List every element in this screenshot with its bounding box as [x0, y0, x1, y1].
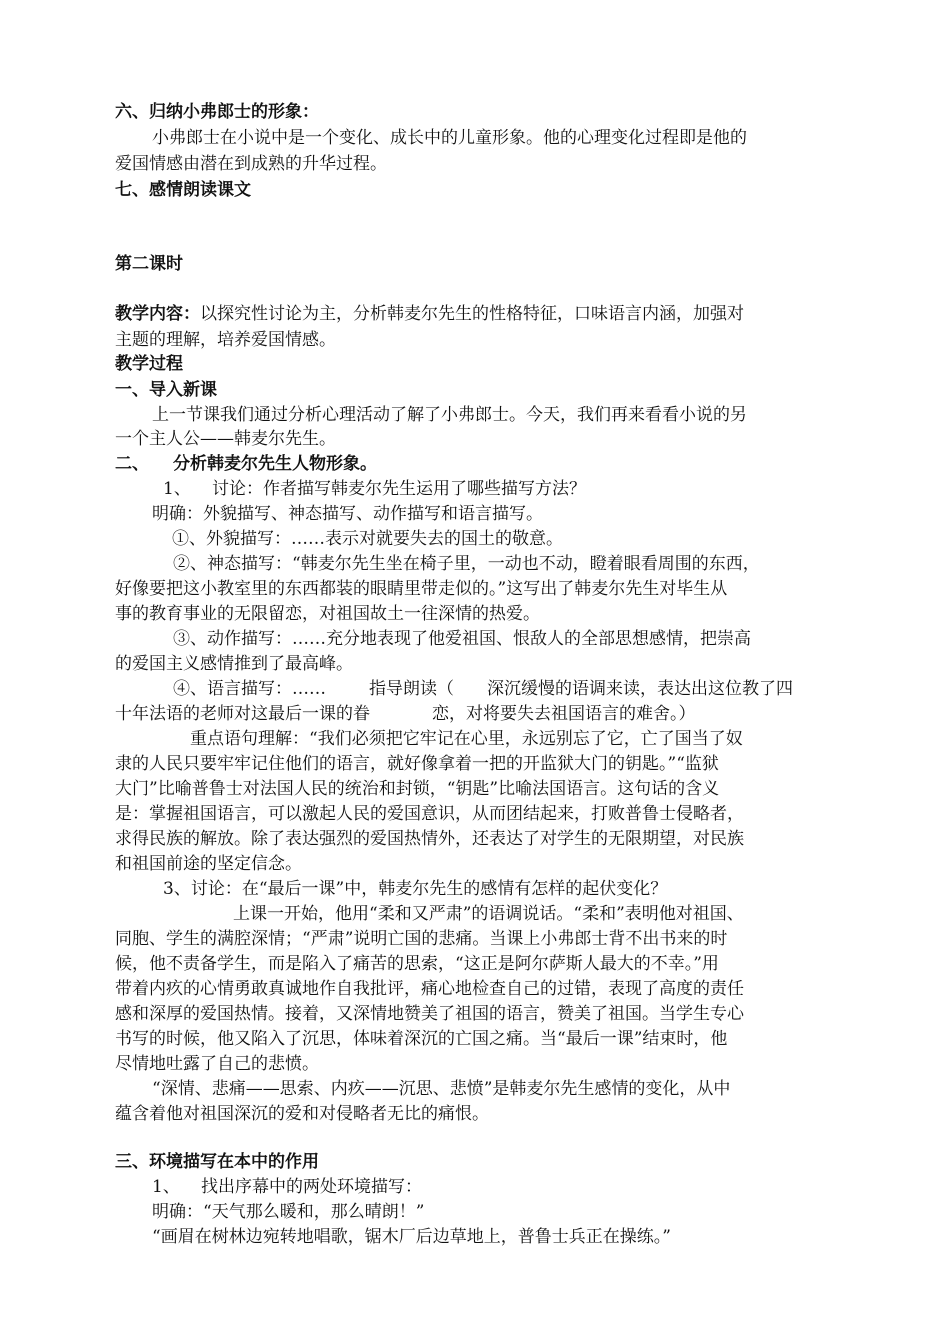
paragraph-line: 书写的时候，他又陷入了沉思，体味着深沉的亡国之痛。当“最后一课”结束时，他 — [115, 1029, 728, 1049]
paragraph-line: 大门”比喻普鲁士对法国人民的统治和封锁，“钥匙”比喻法国语言。这句话的含义 — [115, 779, 720, 799]
paragraph-line: 十年法语的老师对这最后一课的眷 — [115, 704, 370, 724]
paragraph-line: 的爱国主义感情推到了最高峰。 — [115, 654, 353, 674]
paragraph-line: ④、语言描写：…… — [173, 679, 326, 699]
section-heading: 六、归纳小弗郎士的形象： — [115, 102, 319, 122]
section-number: 二、 — [115, 454, 149, 474]
teaching-content-label: 教学内容： — [115, 304, 200, 324]
lesson-title: 第二课时 — [115, 254, 183, 274]
section-heading: 三、环境描写在本中的作用 — [115, 1152, 319, 1172]
paragraph-line: “深情、悲痛——思索、内疚——沉思、悲愤”是韩麦尔先生感情的变化，从中 — [152, 1079, 731, 1099]
paragraph-line: 一个主人公——韩麦尔先生。 — [115, 429, 336, 449]
paragraph-line: 尽情地吐露了自己的悲愤。 — [115, 1054, 319, 1074]
list-item: 找出序幕中的两处环境描写： — [201, 1177, 422, 1197]
paragraph-line: 指导朗读（ — [369, 679, 454, 699]
paragraph-line: 好像要把这小教室里的东西都装的眼睛里带走似的。”这写出了韩麦尔先生对毕生从 — [115, 579, 728, 599]
teaching-content-line — [115, 302, 744, 326]
paragraph-line: “画眉在树林边宛转地唱歌，锯木厂后边草地上，普鲁士兵正在操练。” — [152, 1227, 671, 1247]
paragraph-line: 上一节课我们通过分析心理活动了解了小弗郎士。今天，我们再来看看小说的另 — [152, 405, 747, 425]
paragraph-line: 求得民族的解放。除了表达强烈的爱国热情外，还表达了对学生的无限期望，对民族 — [115, 829, 744, 849]
paragraph-line: 明确：外貌描写、神态描写、动作描写和语言描写。 — [152, 504, 543, 524]
list-number: 1、 — [163, 479, 191, 499]
paragraph-line: 候，他不责备学生，而是陷入了痛苦的思索，“这正是阿尔萨斯人最大的不幸。”用 — [115, 954, 719, 974]
list-item: 讨论：作者描写韩麦尔先生运用了哪些描写方法？ — [212, 479, 586, 499]
paragraph-line: 同胞、学生的满腔深情；“严肃”说明亡国的悲痛。当课上小弗郎士背不出书来的时 — [115, 929, 728, 949]
paragraph-line: ③、动作描写：……充分地表现了他爱祖国、恨敌人的全部思想感情，把崇高 — [173, 629, 751, 649]
paragraph-line: 感和深厚的爱国热情。接着，又深情地赞美了祖国的语言，赞美了祖国。当学生专心 — [115, 1004, 744, 1024]
paragraph-line: 带着内疚的心情勇敢真诚地作自我批评，痛心地检查自己的过错，表现了高度的责任 — [115, 979, 744, 999]
paragraph-line: 蕴含着他对祖国深沉的爱和对侵略者无比的痛恨。 — [115, 1104, 489, 1124]
section-heading: 七、感情朗读课文 — [115, 180, 251, 200]
paragraph-line: 上课一开始，他用“柔和又严肃”的语调说话。“柔和”表明他对祖国、 — [233, 904, 744, 924]
paragraph-line: 是：掌握祖国语言，可以激起人民的爱国意识，从而团结起来，打败普鲁士侵略者， — [115, 804, 744, 824]
paragraph-line: ①、外貌描写：……表示对就要失去的国土的敬意。 — [172, 529, 563, 549]
paragraph-line: 3、讨论：在“最后一课”中，韩麦尔先生的感情有怎样的起伏变化？ — [163, 879, 668, 899]
paragraph-line: 事的教育事业的无限留恋，对祖国故土一往深情的热爱。 — [115, 604, 540, 624]
paragraph-line: 重点语句理解：“我们必须把它牢记在心里，永远别忘了它，亡了国当了奴 — [190, 729, 743, 749]
teaching-content-text: 以探究性讨论为主，分析韩麦尔先生的性格特征，口味语言内涵，加强对 — [200, 304, 744, 324]
paragraph-line: ②、神态描写：“韩麦尔先生坐在椅子里，一动也不动，瞪着眼看周围的东西， — [173, 554, 760, 574]
paragraph-line: 深沉缓慢的语调来读，表达出这位教了四 — [487, 679, 793, 699]
section-heading: 教学过程 — [115, 354, 183, 374]
paragraph-line: 恋，对将要失去祖国语言的难舍。） — [432, 704, 696, 724]
section-heading: 分析韩麦尔先生人物形象。 — [173, 454, 377, 474]
paragraph-line: 主题的理解，培养爱国情感。 — [115, 330, 336, 350]
paragraph-line: 爱国情感由潜在到成熟的升华过程。 — [115, 154, 387, 174]
paragraph-line: 小弗郎士在小说中是一个变化、成长中的儿童形象。他的心理变化过程即是他的 — [152, 128, 747, 148]
list-number: 1、 — [152, 1177, 180, 1197]
paragraph-line: 隶的人民只要牢牢记住他们的语言，就好像拿着一把的开监狱大门的钥匙。”“监狱 — [115, 754, 719, 774]
paragraph-line: 明确：“天气那么暖和，那么晴朗！” — [152, 1202, 425, 1222]
paragraph-line: 和祖国前途的坚定信念。 — [115, 854, 302, 874]
section-heading: 一、导入新课 — [115, 380, 217, 400]
